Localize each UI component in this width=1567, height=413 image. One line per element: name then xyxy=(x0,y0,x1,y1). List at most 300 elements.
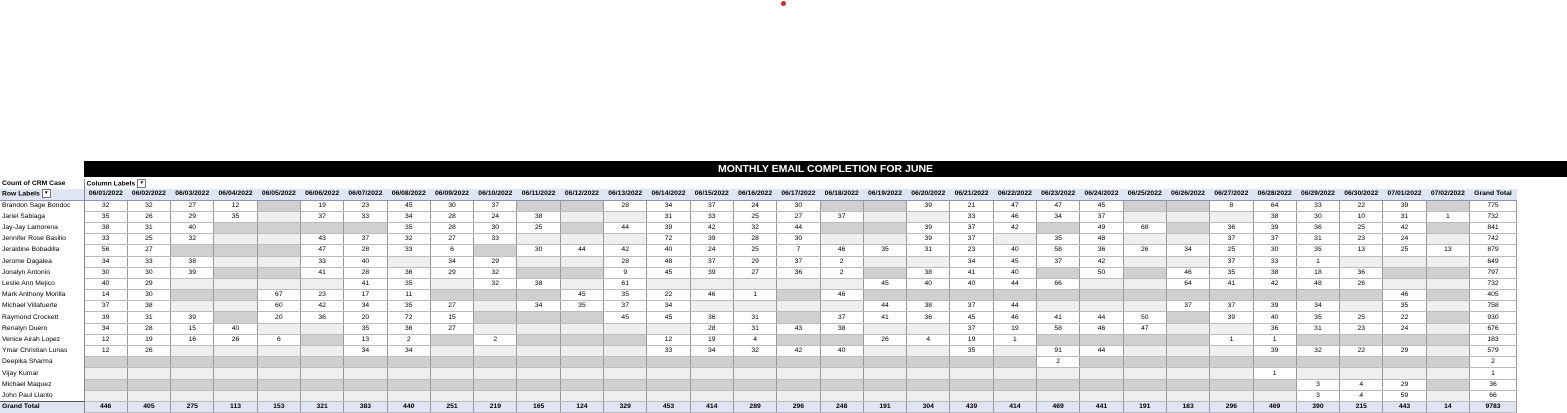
table-cell[interactable] xyxy=(560,368,603,379)
table-cell[interactable]: 39 xyxy=(907,222,950,233)
table-cell[interactable]: 13 xyxy=(1426,245,1469,256)
table-cell[interactable]: 3 xyxy=(1296,379,1339,390)
table-cell[interactable] xyxy=(1166,334,1209,345)
table-cell[interactable] xyxy=(257,390,300,401)
table-cell[interactable]: 58 xyxy=(1037,323,1080,334)
table-cell[interactable] xyxy=(171,368,214,379)
table-cell[interactable] xyxy=(863,390,906,401)
table-cell[interactable] xyxy=(84,368,127,379)
table-cell[interactable]: 24 xyxy=(733,200,776,211)
table-cell[interactable]: 2 xyxy=(820,256,863,267)
table-cell[interactable]: 22 xyxy=(1340,200,1383,211)
table-cell[interactable] xyxy=(474,368,517,379)
grand-total-cell[interactable]: 153 xyxy=(257,401,300,412)
table-cell[interactable] xyxy=(1426,357,1469,368)
table-cell[interactable]: 50 xyxy=(1123,312,1166,323)
table-cell[interactable]: 72 xyxy=(387,312,430,323)
table-cell[interactable] xyxy=(1210,357,1253,368)
table-cell[interactable]: 37 xyxy=(1166,301,1209,312)
table-cell[interactable]: 39 xyxy=(1210,312,1253,323)
table-cell[interactable] xyxy=(344,357,387,368)
table-cell[interactable]: 45 xyxy=(863,278,906,289)
table-cell[interactable]: 15 xyxy=(430,312,473,323)
table-cell[interactable]: 27 xyxy=(430,234,473,245)
table-cell[interactable]: 33 xyxy=(387,245,430,256)
table-cell[interactable]: 33 xyxy=(127,256,170,267)
table-cell[interactable] xyxy=(1123,256,1166,267)
table-cell[interactable] xyxy=(300,323,343,334)
table-cell[interactable]: 45 xyxy=(647,267,690,278)
table-cell[interactable]: 28 xyxy=(344,245,387,256)
row-total[interactable]: 676 xyxy=(1470,323,1517,334)
table-cell[interactable] xyxy=(517,346,560,357)
table-cell[interactable] xyxy=(1253,357,1296,368)
table-cell[interactable]: 22 xyxy=(647,290,690,301)
table-cell[interactable] xyxy=(733,379,776,390)
table-cell[interactable] xyxy=(1037,368,1080,379)
table-cell[interactable] xyxy=(863,200,906,211)
table-cell[interactable]: 1 xyxy=(1253,368,1296,379)
table-cell[interactable] xyxy=(647,379,690,390)
table-cell[interactable] xyxy=(907,357,950,368)
table-cell[interactable]: 39 xyxy=(1383,200,1426,211)
table-cell[interactable] xyxy=(560,267,603,278)
table-cell[interactable] xyxy=(214,357,257,368)
table-cell[interactable] xyxy=(214,245,257,256)
grand-total-cell[interactable]: 439 xyxy=(950,401,993,412)
row-label[interactable]: Jeraldine Bobadilla xyxy=(0,245,84,256)
table-cell[interactable]: 46 xyxy=(1383,290,1426,301)
row-labels-cell[interactable] xyxy=(0,189,84,200)
table-cell[interactable] xyxy=(777,357,820,368)
table-cell[interactable] xyxy=(1166,323,1209,334)
table-cell[interactable] xyxy=(907,211,950,222)
row-total[interactable]: 742 xyxy=(1470,234,1517,245)
table-cell[interactable] xyxy=(1210,368,1253,379)
table-cell[interactable] xyxy=(863,222,906,233)
table-cell[interactable] xyxy=(257,278,300,289)
table-cell[interactable]: 24 xyxy=(690,245,733,256)
table-cell[interactable]: 26 xyxy=(863,334,906,345)
row-label[interactable]: Jerome Dagalea xyxy=(0,256,84,267)
table-cell[interactable] xyxy=(1123,379,1166,390)
table-cell[interactable]: 56 xyxy=(84,245,127,256)
table-cell[interactable] xyxy=(214,290,257,301)
table-cell[interactable] xyxy=(907,390,950,401)
table-cell[interactable]: 37 xyxy=(1037,256,1080,267)
table-cell[interactable]: 1 xyxy=(1210,334,1253,345)
table-cell[interactable] xyxy=(474,346,517,357)
table-cell[interactable] xyxy=(214,301,257,312)
table-cell[interactable]: 30 xyxy=(1296,211,1339,222)
table-cell[interactable]: 2 xyxy=(820,267,863,278)
table-cell[interactable] xyxy=(171,346,214,357)
table-cell[interactable]: 24 xyxy=(1383,234,1426,245)
table-cell[interactable] xyxy=(430,278,473,289)
table-cell[interactable]: 37 xyxy=(950,301,993,312)
table-cell[interactable]: 38 xyxy=(907,267,950,278)
table-cell[interactable]: 28 xyxy=(127,323,170,334)
table-cell[interactable] xyxy=(1426,234,1469,245)
table-cell[interactable]: 35 xyxy=(387,278,430,289)
table-cell[interactable] xyxy=(560,211,603,222)
table-cell[interactable] xyxy=(1426,334,1469,345)
table-cell[interactable] xyxy=(1123,390,1166,401)
table-cell[interactable] xyxy=(344,390,387,401)
table-cell[interactable] xyxy=(690,357,733,368)
table-cell[interactable]: 32 xyxy=(1296,346,1339,357)
table-cell[interactable]: 39 xyxy=(907,234,950,245)
table-cell[interactable]: 33 xyxy=(647,346,690,357)
table-cell[interactable]: 45 xyxy=(647,312,690,323)
grand-total-cell[interactable]: 383 xyxy=(344,401,387,412)
table-cell[interactable] xyxy=(474,312,517,323)
table-cell[interactable]: 35 xyxy=(1296,245,1339,256)
table-cell[interactable]: 37 xyxy=(820,312,863,323)
table-cell[interactable] xyxy=(1210,390,1253,401)
table-cell[interactable] xyxy=(1426,346,1469,357)
table-cell[interactable]: 44 xyxy=(863,301,906,312)
table-cell[interactable]: 1 xyxy=(1426,211,1469,222)
table-cell[interactable]: 34 xyxy=(517,301,560,312)
row-total[interactable]: 405 xyxy=(1470,290,1517,301)
table-cell[interactable]: 34 xyxy=(647,301,690,312)
table-cell[interactable]: 33 xyxy=(950,211,993,222)
table-cell[interactable]: 45 xyxy=(950,312,993,323)
table-cell[interactable]: 23 xyxy=(950,245,993,256)
table-cell[interactable] xyxy=(820,379,863,390)
table-cell[interactable]: 19 xyxy=(127,334,170,345)
row-total[interactable]: 879 xyxy=(1470,245,1517,256)
table-cell[interactable] xyxy=(474,379,517,390)
table-cell[interactable] xyxy=(430,390,473,401)
table-cell[interactable]: 39 xyxy=(647,222,690,233)
grand-total-cell[interactable]: 165 xyxy=(517,401,560,412)
table-cell[interactable]: 35 xyxy=(1210,267,1253,278)
table-cell[interactable]: 31 xyxy=(733,312,776,323)
table-cell[interactable]: 35 xyxy=(1037,234,1080,245)
table-cell[interactable] xyxy=(863,379,906,390)
table-cell[interactable] xyxy=(1210,323,1253,334)
table-cell[interactable]: 1 xyxy=(1253,334,1296,345)
table-cell[interactable]: 35 xyxy=(214,211,257,222)
table-cell[interactable]: 2 xyxy=(474,334,517,345)
table-cell[interactable] xyxy=(1210,346,1253,357)
table-cell[interactable]: 27 xyxy=(430,301,473,312)
table-cell[interactable] xyxy=(1426,379,1469,390)
table-cell[interactable] xyxy=(171,379,214,390)
table-cell[interactable]: 34 xyxy=(84,323,127,334)
table-cell[interactable] xyxy=(1166,379,1209,390)
table-cell[interactable]: 35 xyxy=(863,245,906,256)
table-cell[interactable] xyxy=(950,290,993,301)
table-cell[interactable] xyxy=(517,323,560,334)
table-cell[interactable]: 19 xyxy=(993,323,1036,334)
table-cell[interactable]: 45 xyxy=(387,200,430,211)
table-cell[interactable] xyxy=(1296,334,1339,345)
table-cell[interactable] xyxy=(257,368,300,379)
table-cell[interactable] xyxy=(300,334,343,345)
table-cell[interactable]: 35 xyxy=(1296,312,1339,323)
table-cell[interactable] xyxy=(1080,368,1123,379)
table-cell[interactable] xyxy=(171,278,214,289)
table-cell[interactable]: 34 xyxy=(430,256,473,267)
row-label[interactable]: Brandon Sage Bondoc xyxy=(0,200,84,211)
table-cell[interactable] xyxy=(777,390,820,401)
table-cell[interactable] xyxy=(820,334,863,345)
table-cell[interactable] xyxy=(300,390,343,401)
grand-total-cell[interactable]: 469 xyxy=(1253,401,1296,412)
table-cell[interactable]: 37 xyxy=(1210,256,1253,267)
row-total[interactable]: 36 xyxy=(1470,379,1517,390)
table-cell[interactable] xyxy=(560,222,603,233)
table-cell[interactable]: 48 xyxy=(1296,278,1339,289)
table-cell[interactable]: 30 xyxy=(777,200,820,211)
grand-total-cell[interactable]: 215 xyxy=(1340,401,1383,412)
table-cell[interactable] xyxy=(647,390,690,401)
table-cell[interactable]: 28 xyxy=(430,222,473,233)
grand-total-cell[interactable]: 248 xyxy=(820,401,863,412)
table-cell[interactable] xyxy=(1080,334,1123,345)
table-cell[interactable]: 34 xyxy=(387,346,430,357)
table-cell[interactable]: 19 xyxy=(690,334,733,345)
table-cell[interactable] xyxy=(950,357,993,368)
table-cell[interactable] xyxy=(820,301,863,312)
table-cell[interactable]: 36 xyxy=(387,267,430,278)
table-cell[interactable]: 40 xyxy=(993,267,1036,278)
table-cell[interactable]: 38 xyxy=(820,323,863,334)
table-cell[interactable]: 38 xyxy=(171,256,214,267)
table-cell[interactable]: 30 xyxy=(127,290,170,301)
table-cell[interactable] xyxy=(863,346,906,357)
grand-total-cell[interactable]: 219 xyxy=(474,401,517,412)
table-cell[interactable] xyxy=(1383,256,1426,267)
table-cell[interactable] xyxy=(820,222,863,233)
table-cell[interactable]: 48 xyxy=(1080,234,1123,245)
grand-total-cell[interactable]: 124 xyxy=(560,401,603,412)
table-cell[interactable] xyxy=(907,290,950,301)
table-cell[interactable]: 6 xyxy=(430,245,473,256)
table-cell[interactable] xyxy=(1166,200,1209,211)
table-cell[interactable]: 39 xyxy=(1253,346,1296,357)
table-cell[interactable] xyxy=(690,368,733,379)
table-cell[interactable] xyxy=(344,368,387,379)
table-cell[interactable] xyxy=(993,234,1036,245)
table-cell[interactable] xyxy=(560,278,603,289)
table-cell[interactable]: 47 xyxy=(993,200,1036,211)
table-cell[interactable]: 38 xyxy=(1253,267,1296,278)
table-cell[interactable] xyxy=(1426,222,1469,233)
table-cell[interactable]: 12 xyxy=(214,200,257,211)
table-cell[interactable]: 59 xyxy=(1383,390,1426,401)
table-cell[interactable] xyxy=(647,323,690,334)
table-cell[interactable]: 35 xyxy=(84,211,127,222)
table-cell[interactable]: 2 xyxy=(1037,357,1080,368)
table-cell[interactable]: 44 xyxy=(1080,312,1123,323)
table-cell[interactable]: 30 xyxy=(1253,245,1296,256)
table-cell[interactable] xyxy=(820,368,863,379)
table-cell[interactable] xyxy=(344,222,387,233)
table-cell[interactable]: 47 xyxy=(300,245,343,256)
table-cell[interactable] xyxy=(1037,267,1080,278)
table-cell[interactable]: 66 xyxy=(1037,278,1080,289)
grand-total-cell[interactable]: 453 xyxy=(647,401,690,412)
table-cell[interactable]: 25 xyxy=(127,234,170,245)
table-cell[interactable]: 40 xyxy=(993,245,1036,256)
table-cell[interactable]: 29 xyxy=(474,256,517,267)
table-cell[interactable] xyxy=(1166,234,1209,245)
table-cell[interactable]: 41 xyxy=(1037,312,1080,323)
table-cell[interactable] xyxy=(907,346,950,357)
table-cell[interactable]: 50 xyxy=(1080,267,1123,278)
table-cell[interactable]: 1 xyxy=(993,334,1036,345)
table-cell[interactable]: 38 xyxy=(84,222,127,233)
table-cell[interactable]: 31 xyxy=(127,222,170,233)
grand-total-cell[interactable]: 390 xyxy=(1296,401,1339,412)
table-cell[interactable]: 25 xyxy=(1383,245,1426,256)
table-cell[interactable]: 34 xyxy=(1166,245,1209,256)
row-label[interactable]: John Paul Llanto xyxy=(0,390,84,401)
table-cell[interactable]: 46 xyxy=(1080,323,1123,334)
table-cell[interactable]: 36 xyxy=(690,312,733,323)
row-total[interactable]: 183 xyxy=(1470,334,1517,345)
row-label[interactable]: Raymond Crockett xyxy=(0,312,84,323)
table-cell[interactable]: 33 xyxy=(474,234,517,245)
table-cell[interactable]: 39 xyxy=(171,267,214,278)
table-cell[interactable] xyxy=(777,368,820,379)
table-cell[interactable]: 27 xyxy=(430,323,473,334)
table-cell[interactable]: 23 xyxy=(1340,323,1383,334)
table-cell[interactable]: 33 xyxy=(1296,200,1339,211)
table-cell[interactable]: 4 xyxy=(1340,379,1383,390)
table-cell[interactable]: 4 xyxy=(1340,390,1383,401)
table-cell[interactable]: 37 xyxy=(1080,211,1123,222)
table-cell[interactable]: 41 xyxy=(863,312,906,323)
table-cell[interactable] xyxy=(1123,346,1166,357)
table-cell[interactable] xyxy=(820,278,863,289)
table-cell[interactable]: 34 xyxy=(690,346,733,357)
table-cell[interactable]: 31 xyxy=(1296,234,1339,245)
grand-total-cell[interactable]: 251 xyxy=(430,401,473,412)
table-cell[interactable] xyxy=(474,301,517,312)
table-cell[interactable] xyxy=(1383,278,1426,289)
table-cell[interactable] xyxy=(214,267,257,278)
table-cell[interactable]: 37 xyxy=(300,211,343,222)
grand-total-cell[interactable]: 441 xyxy=(1080,401,1123,412)
table-cell[interactable] xyxy=(1210,211,1253,222)
table-cell[interactable]: 7 xyxy=(777,245,820,256)
table-cell[interactable] xyxy=(820,234,863,245)
table-cell[interactable]: 29 xyxy=(127,278,170,289)
table-cell[interactable] xyxy=(1426,368,1469,379)
table-cell[interactable]: 30 xyxy=(517,245,560,256)
table-cell[interactable] xyxy=(517,290,560,301)
table-cell[interactable]: 35 xyxy=(387,222,430,233)
row-label[interactable]: Michael Villafuerte xyxy=(0,301,84,312)
table-cell[interactable]: 32 xyxy=(171,234,214,245)
table-cell[interactable] xyxy=(604,323,647,334)
row-total[interactable]: 1 xyxy=(1470,368,1517,379)
grand-total-cell[interactable]: 113 xyxy=(214,401,257,412)
table-cell[interactable]: 39 xyxy=(907,200,950,211)
row-total[interactable]: 841 xyxy=(1470,222,1517,233)
table-cell[interactable] xyxy=(517,234,560,245)
table-cell[interactable]: 33 xyxy=(344,211,387,222)
table-cell[interactable] xyxy=(1166,222,1209,233)
table-cell[interactable]: 45 xyxy=(560,290,603,301)
table-cell[interactable]: 31 xyxy=(1383,211,1426,222)
table-cell[interactable]: 35 xyxy=(604,290,647,301)
grand-total-cell[interactable]: 191 xyxy=(1123,401,1166,412)
table-cell[interactable] xyxy=(733,368,776,379)
table-cell[interactable]: 37 xyxy=(84,301,127,312)
table-cell[interactable] xyxy=(214,390,257,401)
table-cell[interactable]: 29 xyxy=(733,256,776,267)
table-cell[interactable] xyxy=(863,323,906,334)
table-cell[interactable]: 41 xyxy=(300,267,343,278)
row-total[interactable]: 579 xyxy=(1470,346,1517,357)
table-cell[interactable] xyxy=(300,379,343,390)
table-cell[interactable] xyxy=(777,312,820,323)
table-cell[interactable] xyxy=(1037,301,1080,312)
table-cell[interactable] xyxy=(777,334,820,345)
grand-total-cell[interactable]: 405 xyxy=(127,401,170,412)
table-cell[interactable]: 36 xyxy=(907,312,950,323)
table-cell[interactable]: 47 xyxy=(1123,323,1166,334)
row-total[interactable]: 930 xyxy=(1470,312,1517,323)
table-cell[interactable] xyxy=(1253,390,1296,401)
table-cell[interactable]: 38 xyxy=(517,278,560,289)
table-cell[interactable] xyxy=(604,234,647,245)
table-cell[interactable] xyxy=(257,211,300,222)
row-label[interactable]: Mark Anthony Morilla xyxy=(0,290,84,301)
table-cell[interactable] xyxy=(1123,211,1166,222)
table-cell[interactable] xyxy=(1166,357,1209,368)
table-cell[interactable] xyxy=(993,357,1036,368)
grand-total-all[interactable]: 9783 xyxy=(1470,401,1517,412)
table-cell[interactable]: 3 xyxy=(1296,390,1339,401)
grand-total-cell[interactable]: 469 xyxy=(1037,401,1080,412)
table-cell[interactable] xyxy=(1296,368,1339,379)
table-cell[interactable] xyxy=(820,357,863,368)
table-cell[interactable] xyxy=(517,256,560,267)
table-cell[interactable] xyxy=(1123,278,1166,289)
table-cell[interactable]: 40 xyxy=(1253,312,1296,323)
table-cell[interactable] xyxy=(387,357,430,368)
table-cell[interactable] xyxy=(430,357,473,368)
table-cell[interactable]: 40 xyxy=(84,278,127,289)
table-cell[interactable]: 34 xyxy=(647,200,690,211)
table-cell[interactable]: 35 xyxy=(387,301,430,312)
table-cell[interactable]: 42 xyxy=(777,346,820,357)
row-label[interactable]: Vijay Kumar xyxy=(0,368,84,379)
table-cell[interactable] xyxy=(560,379,603,390)
table-cell[interactable] xyxy=(1080,390,1123,401)
table-cell[interactable]: 35 xyxy=(1383,301,1426,312)
table-cell[interactable]: 28 xyxy=(604,256,647,267)
table-cell[interactable]: 36 xyxy=(1080,245,1123,256)
table-cell[interactable]: 33 xyxy=(1253,256,1296,267)
table-cell[interactable]: 9 xyxy=(604,267,647,278)
table-cell[interactable]: 28 xyxy=(733,234,776,245)
table-cell[interactable] xyxy=(1166,346,1209,357)
table-cell[interactable]: 37 xyxy=(1210,234,1253,245)
table-cell[interactable] xyxy=(214,346,257,357)
row-label[interactable]: Deepika Sharma xyxy=(0,357,84,368)
table-cell[interactable] xyxy=(300,357,343,368)
table-cell[interactable] xyxy=(84,379,127,390)
table-cell[interactable]: 34 xyxy=(387,211,430,222)
